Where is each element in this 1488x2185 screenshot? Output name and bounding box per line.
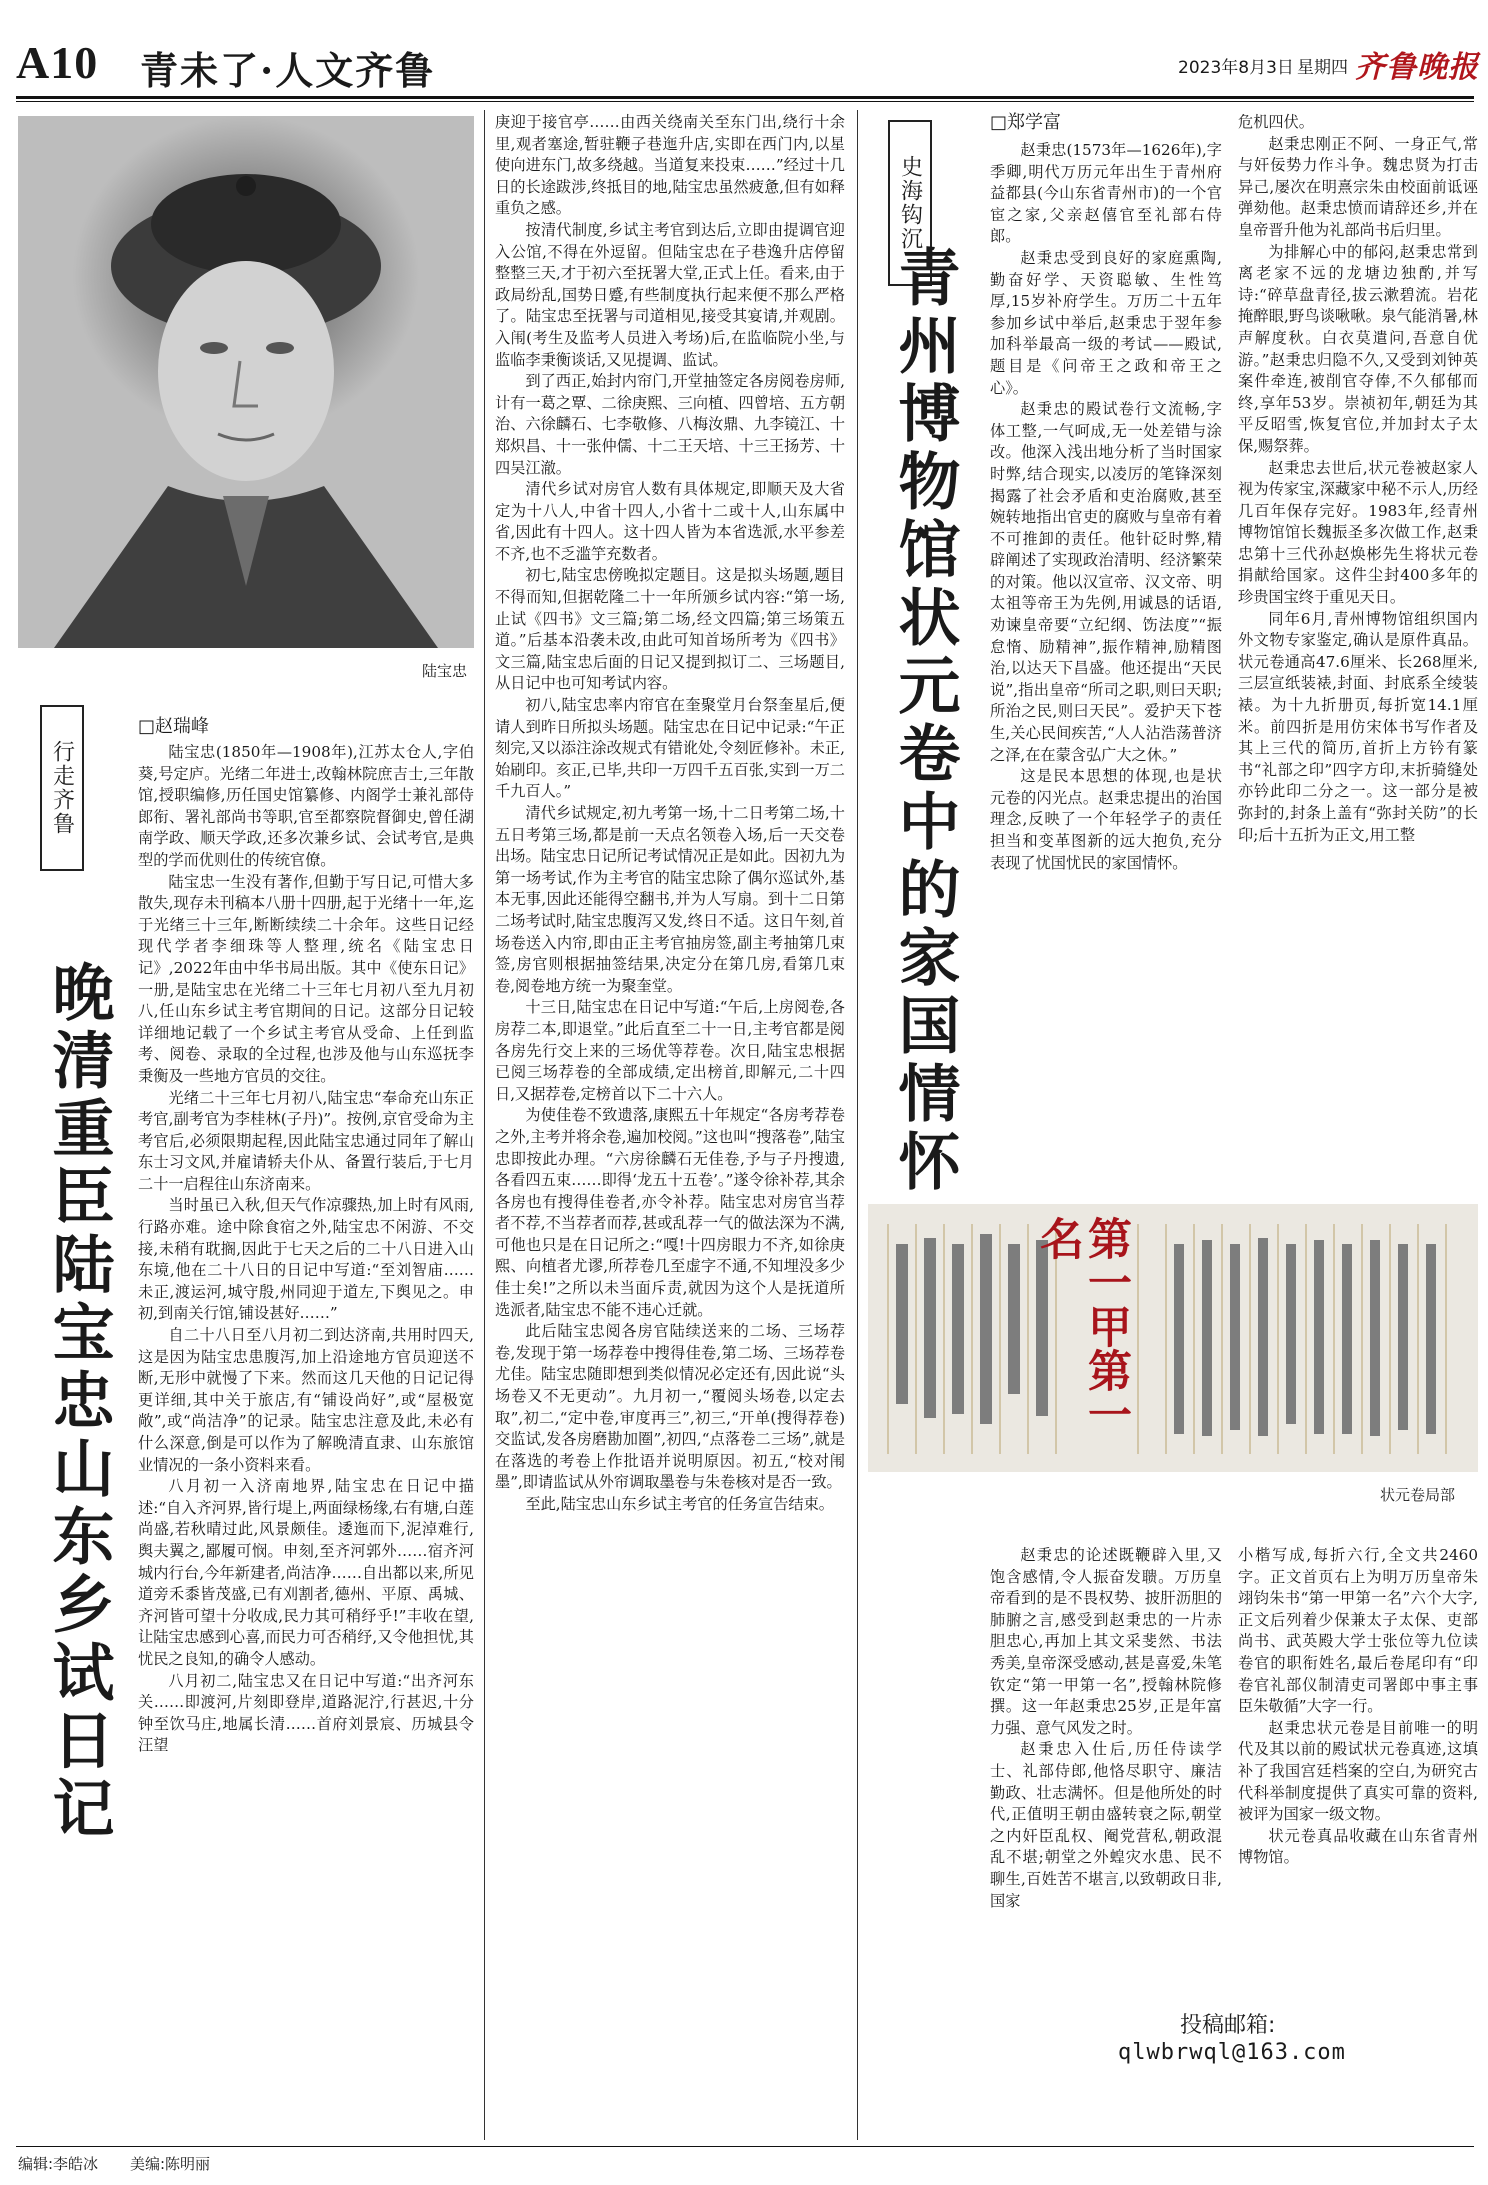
paragraph: 清代乡试规定,初九考第一场,十二日考第二场,十五日考第三场,都是前一天点名领卷入场,后一天交卷出场。陆宝忠日记所记考试情况正是如此。因初九为第一场考试,作为主考官的陆宝忠除了偶尔巡试外,基本无事,因此还能得空翻书,并为人写扇。到十二日第二场考试时,陆宝忠腹泻又发,终日不适。这日午刻,首场卷送入内帘,即由正主考官抽房签,副主考抽第几束签,房官则根据抽签结果,决定分在第几房,看第几束卷,阅卷地方统一为聚奎堂。: [495, 804, 845, 995]
article2-column-2: [1238, 112, 1478, 1180]
paragraph: 庚迎于接官亭……由西关绕南关至东门出,绕行十余里,观者塞途,暂驻鞭子巷迤升店,实即在西门内,以星使向进东门,故多绕越。当道复来投束……”经过十几日的长途跋涉,终抵目的地,陆宝忠虽然疲惫,但有如释重负之感。: [495, 113, 845, 218]
column-tag-xingzou: 行走齐鲁: [40, 705, 84, 871]
paragraph: 赵秉忠去世后,状元卷被赵家人视为传家宝,深藏家中秘不示人,历经几百年保存完好。1983年,经青州博物馆馆长魏振圣多次做工作,赵秉忠第十三代孙赵焕彬先生将状元卷捐献给国家。这件尘封400多年的珍贵国宝终于重见天日。: [1238, 458, 1478, 607]
scroll-caption: 状元卷局部: [1380, 1486, 1456, 1504]
footer-designer: 美编:陈明丽: [130, 2155, 211, 2173]
article2-column-4: [1238, 1545, 1478, 2000]
paragraph: 光绪二十三年七月初八,陆宝忠“奉命充山东正考官,副考官为李桂林(子丹)”。按例,京官受命为主考官后,必须限期起程,因此陆宝忠通过同年了解山东士习文风,并雇请轿夫仆从、备置行装后,于七月二十一启程往山东济南来。: [138, 1088, 474, 1193]
scroll-red-characters: 第一甲第一名: [1032, 1216, 1131, 1436]
paragraph: 此后陆宝忠阅各房官陆续送来的二场、三场荐卷,发现于第一场荐卷中搜得佳卷,第二场、三场荐卷尤佳。陆宝忠随即想到类似情况必定还有,因此说“头场卷又不无更动”。九月初一,“覆阅头场卷,以定去取”,初二,“定中卷,审度再三”,初三,“开单(搜得荐卷)交监试,发各房磨勘加圈”,初四,“点落卷二三场”,就是在落选的考卷上作批语并说明原因。初五,“校对闱墨”,即请监试从外帘调取墨卷与朱卷核对是否一致。: [495, 1322, 845, 1492]
column-divider: [857, 110, 858, 2140]
paragraph: 当时虽已入秋,但天气作凉骤热,加上时有风雨,行路亦难。途中除食宿之外,陆宝忠不闲游、不交接,未稍有耽搁,因此于七天之后的二十八日进入山东境,他在二十八日的日记中写道:“至刘智庙……未正,渡运河,城守殷,州同迎于道左,下舆见之。申初,到南关行馆,铺设甚好……”: [138, 1196, 474, 1323]
issue-weekday: 星期四: [1297, 58, 1348, 78]
paragraph: 按清代制度,乡试主考官到达后,立即由提调官迎入公馆,不得在外逗留。但陆宝忠在子巷逸升店停留整整三天,才于初六至抚署大堂,正式上任。看来,由于政局纷乱,国势日蹙,有些制度执行起来便不那么严格了。陆宝忠至抚署与司道相见,接受其宴请,并观剧。入闱(考生及监考人员进入考场)后,在监临院小坐,与监临李秉衡谈话,又见提调、监试。: [495, 220, 845, 369]
zhuangyuan-scroll-photo: [868, 1204, 1478, 1472]
article1-column-2: [495, 112, 845, 2138]
paragraph: 为排解心中的郁闷,赵秉忠常到离老家不远的龙塘边独酌,并写诗:“碎草盘青径,拔云漱碧流。岩花掩醉眼,野鸟谈啾啾。泉气能消暑,林声解度秋。白衣莫遣问,吾意自优游。”赵秉忠归隐不久,又受到刘钟英案件牵连,被削官夺俸,不久郁郁而终,享年53岁。崇祯初年,朝廷为其平反昭雪,恢复官位,并加封太子太保,赐祭葬。: [1238, 242, 1478, 455]
paragraph: 初八,陆宝忠率内帘官在奎聚堂月台祭奎星后,便请人到昨日所拟头场题。陆宝忠在日记中记录:“午正刻完,又以添注涂改规式有错讹处,令刻匠修补。未正,始刷印。亥正,已毕,共印一万四千五百张,实到一万二千九百人。”: [495, 696, 845, 801]
paragraph: 十三日,陆宝忠在日记中写道:“午后,上房阅卷,各房荐二本,即退堂。”此后直至二十一日,主考官都是阅各房先行交上来的三场优等荐卷。次日,陆宝忠根据已阅三场荐卷的全部成绩,定出榜首,即解元,二十四日,又据荐卷,定榜首以下二十六人。: [495, 998, 845, 1103]
portrait-caption: 陆宝忠: [422, 662, 468, 680]
page-number: A10: [16, 37, 99, 88]
paragraph: 赵秉忠受到良好的家庭熏陶,勤奋好学、天资聪敏、生性笃厚,15岁补府学生。万历二十五年参加乡试中举后,赵秉忠于翌年参加科举最高一级的考试——殿试,题目是《问帝王之政和帝王之心》。: [990, 248, 1222, 397]
paragraph: 赵秉忠入仕后,历任侍读学士、礼部侍郎,他恪尽职守、廉洁勤政、壮志满怀。但是他所处的时代,正值明王朝由盛转衰之际,朝堂之内奸臣乱权、阉党营私,朝政混乱不堪;朝堂之外蝗灾水患、民不聊生,百姓苦不堪言,以致朝政日非,国家: [990, 1740, 1222, 1910]
paragraph: 为使佳卷不致遗落,康熙五十年规定“各房考荐卷之外,主考并将余卷,遍加校阅。”这也叫“搜落卷”,陆宝忠即按此办理。“六房徐麟石无佳卷,予与子丹搜遗,各看四五束……即得‘龙五十五卷’。”遂令徐补荐,其余各房也有搜得佳卷者,亦令补荐。陆宝忠对房官当荐者不荐,不当荐者而荐,甚或乱荐一气的做法深为不满,可他也只是在日记所之:“嘎!十四房眼力不齐,如徐庚熙、向植者尤谬,所荐卷几至虚字不通,不知埋没多少佳士矣!”之所以未当面斥责,就因为这个人是抚道所选派者,陆宝忠不能不违心迁就。: [495, 1106, 845, 1319]
paragraph: 到了西正,始封内帘门,开堂抽签定各房阅卷房师,计有一葛之覃、二徐庚熙、三向植、四曾培、五方朝治、六徐麟石、七李敬修、八梅汝鼎、九李镜江、十郑炽昌、十一张仲儒、十二王天培、十三王扬芳、十四吴江澈。: [495, 372, 845, 477]
paragraph: 清代乡试对房官人数有具体规定,即顺天及大省定为十八人,中省十四人,小省十二或十人,山东属中省,因此有十四人。这十四人皆为本省选派,水平参差不齐,也不乏滥竽充数者。: [495, 480, 845, 563]
portrait-photo: [18, 116, 474, 648]
submission-label: 投稿邮箱:: [1180, 2013, 1276, 2038]
paragraph: 赵秉忠状元卷是目前唯一的明代及其以前的殿试状元卷真迹,这填补了我国宫廷档案的空白,为研究古代科举制度提供了真实可靠的资料,被评为国家一级文物。: [1238, 1718, 1478, 1824]
paragraph: 状元卷真品收藏在山东省青州博物馆。: [1238, 1826, 1478, 1867]
column-divider: [484, 110, 485, 2140]
column-tag-shihai: 史海钩沉: [888, 120, 932, 286]
section-name: 青未了·人文齐鲁: [140, 48, 436, 93]
paragraph: 赵秉忠刚正不阿、一身正气,常与奸佞势力作斗争。魏忠贤为打击异己,屡次在明熹宗朱由校面前诋诬弹劾他。赵秉忠愤而请辞还乡,并在皇帝晋升他为礼部尚书后归里。: [1238, 134, 1478, 239]
paragraph: 至此,陆宝忠山东乡试主考官的任务宣告结束。: [525, 1495, 834, 1513]
paragraph: 赵秉忠的论述既鞭辟入里,又饱含感情,令人振奋发聩。万历皇帝看到的是不畏权势、披肝沥胆的肺腑之言,感受到赵秉忠的一片赤胆忠心,再加上其文采斐然、书法秀美,皇帝深受感动,甚是喜爱,朱笔钦定“第一甲第一名”,授翰林院修撰。这一年赵秉忠25岁,正是年富力强、意气风发之时。: [990, 1546, 1222, 1737]
submission-email-link[interactable]: qlwbrwql@163.com: [1118, 2040, 1346, 2065]
article2-title: 青州博物馆状元卷中的家国情怀: [888, 245, 961, 1197]
top-rule: [16, 96, 1474, 99]
article2-author: □郑学富: [990, 112, 1062, 133]
paragraph: 赵秉忠(1573年—1626年),字季卿,明代万历元年出生于青州府益都县(今山东省青州市)的一个官宦之家,父亲赵僖官至礼部右侍郎。: [990, 141, 1222, 246]
article1-title: 晚清重臣陆宝忠山东乡试日记: [42, 960, 115, 1844]
article1-author: □赵瑞峰: [138, 716, 210, 737]
paragraph: 八月初一入济南地界,陆宝忠在日记中描述:“自入齐河界,皆行堤上,两面绿杨缘,右有塘,白莲尚盛,若秋晴过此,风景颇佳。逶迤而下,泥淖难行,舆夫翼之,鄙履可悯。申刻,至齐河郭外……宿齐河城内行台,今年新建者,尚洁净……自出都以来,所见道旁禾黍皆茂盛,已有刈割者,德州、平原、禹城、齐河皆可望十分收成,民力其可稍纾乎!”丰收在望,让陆宝忠感到心喜,而民力可否稍纾,又令他担忧,其忧民之良知,的确令人感动。: [138, 1477, 474, 1668]
paragraph: 陆宝忠(1850年—1908年),江苏太仓人,字伯葵,号定庐。光绪二年进士,改翰林院庶吉士,三年散馆,授职编修,历任国史馆纂修、内阁学士兼礼部侍郎衔、署礼部尚书等职,官至都察院督御史,曾任湖南学政、顺天学政,还多次兼乡试、会试考官,是典型的学而优则仕的传统官僚。: [138, 743, 474, 869]
newspaper-logo: 齐鲁晚报: [1355, 50, 1479, 85]
paragraph: 陆宝忠一生没有著作,但勤于写日记,可惜大多散失,现存未刊稿本八册十四册,起于光绪十一年,迄于光绪三十三年,断断续续二十余年。这些日记经现代学者李细珠等人整理,统名《陆宝忠日记》,2022年由中华书局出版。其中《使东日记》一册,是陆宝忠在光绪二十三年七月初八至九月初八,任山东乡试主考官期间的日记。这部分日记较详细地记载了一个乡试主考官从受命、上任到监考、阅卷、录取的全过程,也涉及他与山东巡抚李秉衡及一些地方官员的交往。: [138, 872, 474, 1085]
footer-editor: 编辑:李皓冰: [18, 2155, 99, 2173]
issue-date: 2023年8月3日: [1178, 58, 1294, 78]
paragraph: 这是民本思想的体现,也是状元卷的闪光点。赵秉忠提出的治国理念,反映了一个年轻学子的责任担当和变革图新的远大抱负,充分表现了忧国忧民的家国情怀。: [990, 767, 1222, 872]
scroll-lines-icon: [868, 1204, 1478, 1472]
bottom-rule: [16, 2146, 1474, 2147]
article2-column-1: [990, 140, 1222, 1180]
paragraph: 自二十八日至八月初二到达济南,共用时四天,这是因为陆宝忠患腹泻,加上沿途地方官员迎送不断,无形中就慢了下来。然而这几天他的日记记得更详细,其中关于旅店,有“铺设尚好”,或“屋极宽敞”,或“尚洁净”的记录。陆宝忠注意及此,未必有什么深意,倒是可以作为了解晚清直隶、山东旅馆业情况的一条小资料来看。: [138, 1326, 474, 1474]
paragraph: 小楷写成,每折六行,全文共2460字。正文首页右上为明万历皇帝朱翊钧朱书“第一甲第一名”六个大字,正文后列着少保兼太子太保、吏部尚书、武英殿大学士张位等九位读卷官的职衔姓名,最后卷尾印有“印卷官礼部仪制清吏司署郎中事主事臣朱敬循”大字一行。: [1238, 1546, 1478, 1716]
paragraph: 初七,陆宝忠傍晚拟定题目。这是拟头场题,题目不得而知,但据乾隆二十一年所颁乡试内容:“第一场,止试《四书》文三篇;第二场,经文四篇;第三场策五道。”后基本沿袭未改,由此可知首场所考为《四书》文三篇,陆宝忠后面的日记又提到拟订二、三场题目,从日记中也可知考试内容。: [495, 566, 845, 693]
portrait-figure-icon: [18, 116, 474, 648]
article1-column-1: [138, 742, 474, 2138]
paragraph: 危机四伏。: [1238, 113, 1314, 131]
paragraph: 赵秉忠的殿试卷行文流畅,字体工整,一气呵成,无一处差错与涂改。他深入浅出地分析了当时国家时弊,结合现实,以凌厉的笔锋深刻揭露了社会矛盾和吏治腐败,甚至婉转地指出官吏的腐败与皇帝有着不可推卸的责任。他针砭时弊,精辟阐述了实现政治清明、经济繁荣的对策。他以汉宣帝、汉文帝、明太祖等帝王为先例,用诚恳的话语,劝谏皇帝要“立纪纲、饬法度”“振怠惰、励精神”,振作精神,励精图治,以达天下昌盛。他还提出“天民说”,指出皇帝“所司之职,则曰天职;所治之民,则曰天民”。爱护天下苍生,关心民间疾苦,“人人沾浩荡普济之泽,在在蒙含弘广大之休。”: [990, 400, 1222, 764]
paragraph: 八月初二,陆宝忠又在日记中写道:“出齐河东关……即渡河,片刻即登岸,道路泥泞,行甚迟,十分钟至饮马庄,地属长清……首府刘景宸、历城县令汪望: [138, 1671, 474, 1755]
paragraph: 同年6月,青州博物馆组织国内外文物专家鉴定,确认是原件真品。状元卷通高47.6厘米、长268厘米,三层宣纸装裱,封面、封底系全绫装裱。为十九折册页,每折宽14.1厘米。前四折是用仿宋体书写作者及其上三代的简历,首折上方钤有篆书“礼部之印”四字方印,末折骑缝处亦钤此印二分之一。这一部分是被弥封的,封条上盖有“弥封关防”的长印;后十五折为正文,用工整: [1238, 609, 1478, 844]
top-rule-thin: [16, 101, 1474, 102]
